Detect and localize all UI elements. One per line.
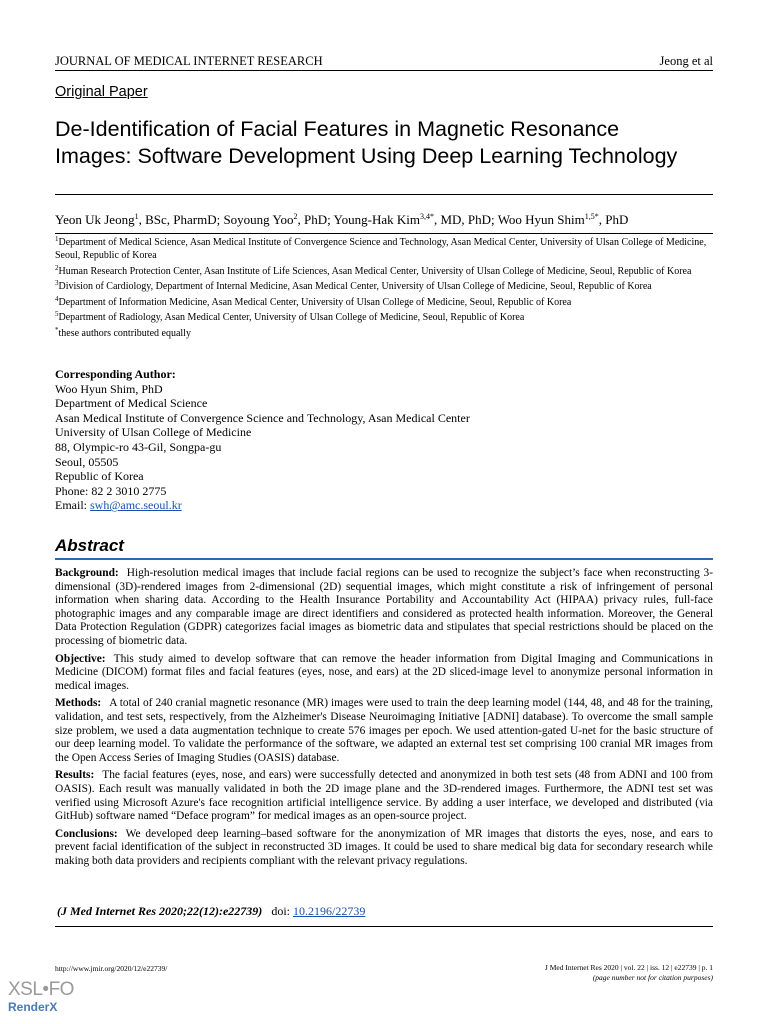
corresponding-email-line — [55, 498, 713, 513]
email-label: Email: — [55, 498, 90, 513]
title-rule-bottom — [55, 233, 713, 234]
author-credentials: , MD, PhD; — [433, 212, 498, 227]
abstract-section-label: Conclusions: — [55, 827, 118, 840]
citation-rule — [55, 926, 713, 927]
corresponding-country: Republic of Korea — [55, 469, 144, 484]
footer-page-info — [545, 963, 713, 983]
author-name: Young-Hak Kim — [333, 212, 420, 227]
renderx-logo-text: RenderX — [8, 1000, 58, 1014]
abstract-rule — [55, 558, 713, 560]
corresponding-university: University of Ulsan College of Medicine — [55, 425, 252, 440]
corresponding-dept: Department of Medical Science — [55, 396, 208, 411]
title-line-1: De-Identification of Facial Features in Magnetic Resonance — [55, 117, 620, 141]
citation-reference: (J Med Internet Res 2020;22(12):e22739) — [57, 904, 263, 918]
abstract-section-text: A total of 240 cranial magnetic resonance (MR) images were used to train the deep learning model (144, 48, and 48 for the training, validation, and test sets, respectively, from the Alzheimer's Disease Neuroimaging Initiative [ADNI] database). To overcome the small sample size problem, we used a data augmentation technique to create 576 images per epoch. We used attention-gated U-net for the basic structure of our deep learning model. To validate the performance of the software, we adapted an external test set comprising 100 cranial MR images from the Open Access Series of Imaging Studies (OASIS) database. — [55, 697, 713, 764]
affiliation-text: these authors contributed equally — [58, 327, 191, 339]
affiliation-text: Department of Information Medicine, Asan Medical Center, University of Ulsan College of Medicine, Seoul, Republic of Korea — [58, 296, 572, 308]
abstract-section-label: Background: — [55, 567, 119, 579]
author-affil-mark: 2 — [293, 212, 298, 221]
journal-name: JOURNAL OF MEDICAL INTERNET RESEARCH — [55, 54, 323, 68]
affiliation — [55, 296, 713, 309]
affiliation-number: 2 — [55, 263, 59, 272]
corresponding-name: Woo Hyun Shim, PhD — [55, 381, 163, 396]
author-credentials: , PhD; — [297, 212, 334, 227]
abstract-heading: Abstract — [55, 536, 124, 555]
affiliation-number: * — [55, 325, 59, 334]
abstract-section-label: Results: — [55, 769, 95, 782]
affiliation-text: Division of Cardiology, Department of Internal Medicine, Asan Medical Center, University of Ulsan College of Medicine, Seoul, Republic of Korea — [58, 281, 652, 292]
footer-url: http://www.jmir.org/2020/12/e22739/ — [55, 964, 168, 973]
author-name: Woo Hyun Shim — [497, 212, 585, 227]
article-type: Original Paper — [55, 84, 148, 100]
author-name: Soyoung Yoo — [223, 212, 294, 227]
affiliation — [55, 265, 713, 278]
email-link[interactable]: swh@amc.seoul.kr — [90, 498, 182, 513]
authors-short: Jeong et al — [659, 54, 713, 68]
abstract-section-label: Methods: — [55, 697, 102, 710]
running-header — [55, 54, 713, 69]
doi-label: doi: — [271, 904, 290, 918]
affiliation-number: 4 — [55, 294, 59, 303]
affiliation-number: 5 — [55, 310, 59, 318]
abstract-objective — [55, 653, 713, 694]
abstract-methods — [55, 697, 713, 765]
author-affil-mark: 1 — [134, 212, 139, 221]
author-name: Yeon Uk Jeong — [55, 212, 135, 227]
citation-line — [55, 904, 713, 919]
equal-contribution-note — [55, 327, 713, 340]
abstract-results — [55, 769, 713, 823]
abstract-body — [55, 567, 713, 872]
affiliation — [55, 280, 713, 293]
affiliation-number: 1 — [55, 235, 59, 243]
affiliation — [55, 311, 713, 324]
author-list — [55, 212, 628, 228]
abstract-section-text: This study aimed to develop software that can remove the header information from Digital Imaging and Communications in Medicine (DICOM) format files and facial features (eyes, nose, and ears) at the 2D sliced-image level to anonymize personal information in medical images. — [55, 652, 713, 692]
renderx-logo — [8, 979, 74, 1014]
affiliation — [55, 236, 713, 262]
abstract-section-label: Objective: — [55, 652, 106, 665]
corresponding-street: 88, Olympic-ro 43-Gil, Songpa-gu — [55, 439, 222, 454]
xslfo-logo-text: XSL•FO — [8, 979, 74, 1000]
affiliation-text: Department of Radiology, Asan Medical Center, University of Ulsan College of Medicine, Seoul, Republic of Korea — [58, 312, 525, 323]
author-affil-mark: 1,5* — [584, 212, 599, 221]
corresponding-author — [55, 367, 713, 513]
abstract-section-text: High-resolution medical images that include facial regions can be used to recognize the subject’s face when reconstructing 3-dimensional (3D)-rendered images from 2-dimensional (2D) sequential images, which might constitute a risk of infringement of personal information when sharing data. According to the Health Insurance Portability and Accountability Act (HIPAA) privacy rules, full-face photographic images and any comparable image are direct identifiers and considered as protected health information. Moreover, the General Data Protection Regulation (GDPR) categorizes facial images as biometric data and stipulates that special restrictions should be placed on the processing of biometric data. — [55, 567, 713, 647]
author-credentials: , BSc, PharmD; — [138, 212, 224, 227]
abstract-section-text: The facial features (eyes, nose, and ears) were successfully detected and anonymized in both test sets (48 from ADNI and 100 from OASIS). Each result was manually validated in both the 2D image plane and the 3D-rendered images. Furthermore, the ADNI test set was verified using Microsoft Azure's face recognition artificial intelligence service. By adding a user interface, we developed and distributed (via GitHub) software named “Deface program” for medical images as an open-source project. — [55, 769, 713, 823]
abstract-background — [55, 567, 713, 649]
title-line-2: Images: Software Development Using Deep Learning Technology — [55, 144, 678, 168]
corresponding-heading: Corresponding Author: — [55, 367, 176, 381]
affiliation-text: Department of Medical Science, Asan Medical Institute of Convergence Science and Technology, Asan Medical Center, University of Ulsan College of Medicine, Seoul, Republic of Korea — [55, 237, 707, 261]
corresponding-city: Seoul, 05505 — [55, 454, 119, 469]
affiliation-list — [55, 236, 713, 342]
footer-note: (page number not for citation purposes) — [592, 973, 713, 982]
paper-page — [55, 0, 713, 1024]
abstract-conclusions — [55, 828, 713, 869]
header-rule — [55, 70, 713, 71]
corresponding-phone: Phone: 82 2 3010 2775 — [55, 483, 167, 498]
title-rule-top — [55, 194, 713, 195]
corresponding-institute: Asan Medical Institute of Convergence Science and Technology, Asan Medical Center — [55, 410, 470, 425]
affiliation-number: 3 — [55, 279, 59, 287]
author-affil-mark: 3,4* — [419, 212, 434, 221]
paper-title — [55, 116, 713, 170]
doi-link[interactable]: 10.2196/22739 — [292, 904, 366, 918]
abstract-section-text: We developed deep learning–based software for the anonymization of MR images that distorts the eyes, nose, and ears to prevent facial identification of the subject in reconstructed 3D images. It could be used to share medical big data for secondary research while making both data providers and recipients compliant with the relevant privacy regulations. — [55, 827, 713, 867]
author-credentials: , PhD — [598, 212, 629, 227]
affiliation-text: Human Research Protection Center, Asan Institute of Life Sciences, Asan Medical Center, University of Ulsan College of Medicine, Seoul, Republic of Korea — [58, 265, 692, 277]
footer-journal-info: J Med Internet Res 2020 | vol. 22 | iss. 12 | e22739 | p. 1 — [544, 963, 713, 972]
